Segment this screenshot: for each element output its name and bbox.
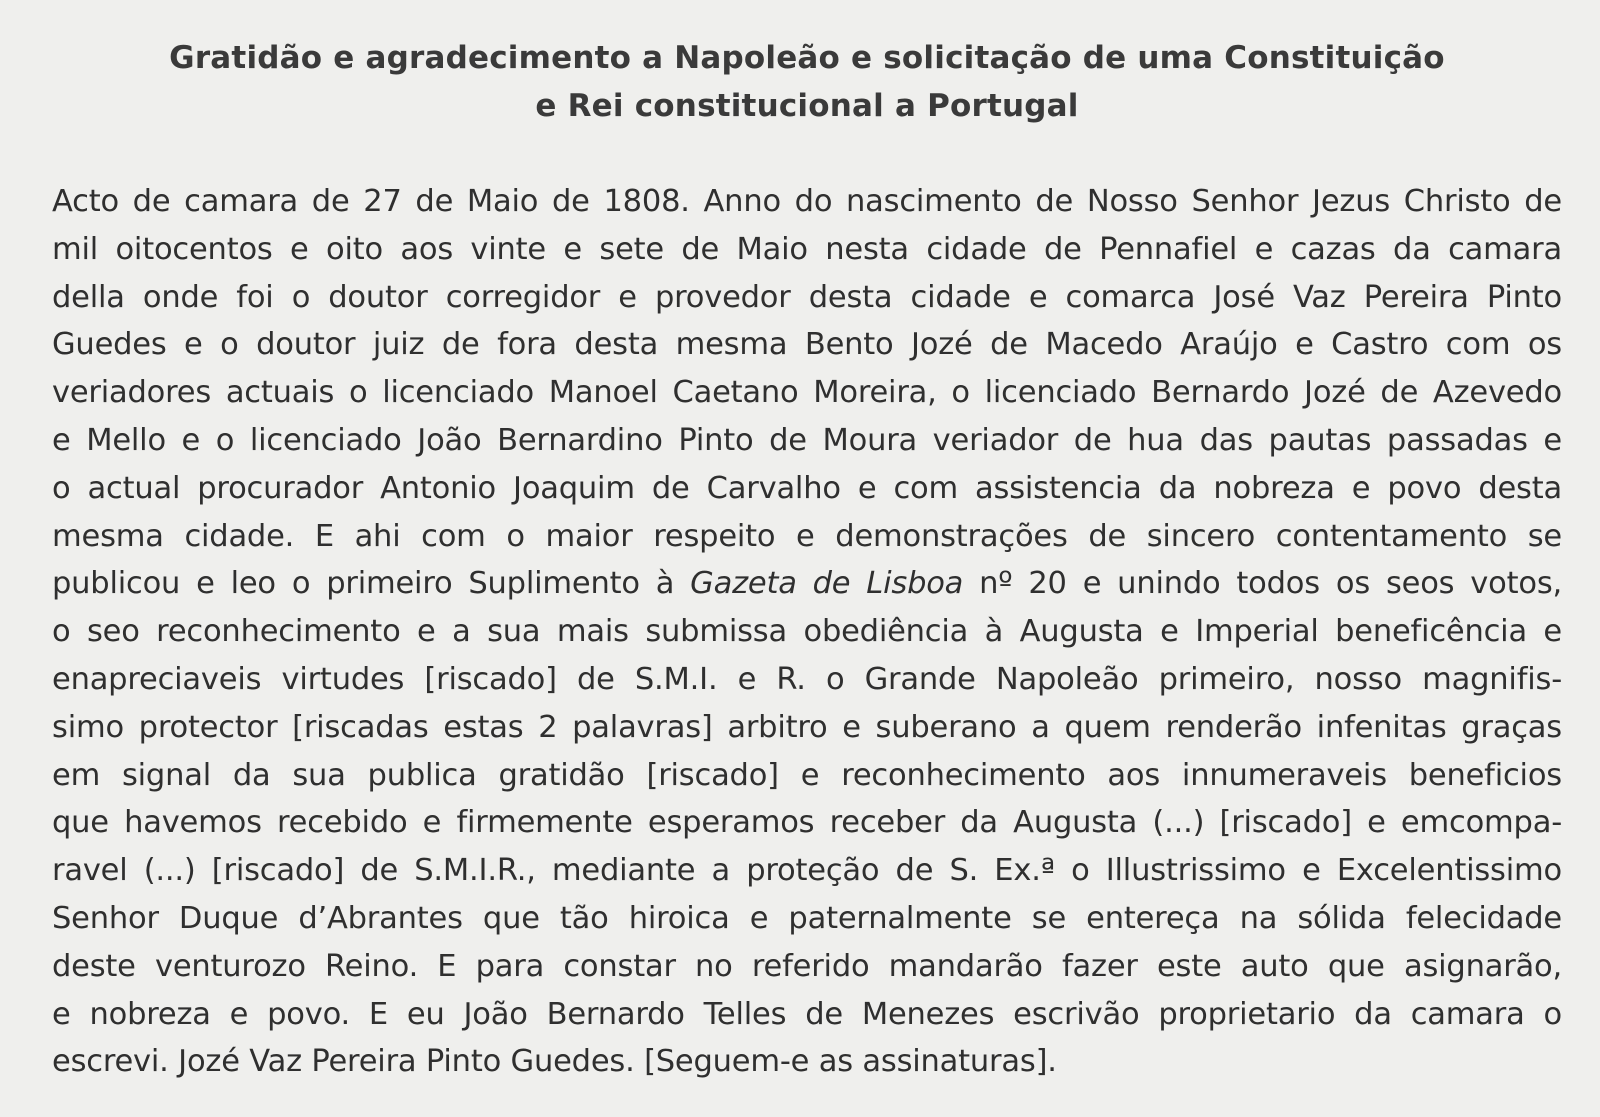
body-line: o actual procurador Antonio Joaquim de Carvalho e com assistencia da nobreza e povo desta (52, 470, 1562, 506)
document-title (52, 34, 1562, 130)
body-line-last: escrevi. Jozé Vaz Pereira Pinto Guedes. [Seguem-e as assinaturas]. (52, 1044, 1057, 1080)
body-line: simo protector [riscadas estas 2 palavras] arbitro e suberano a quem renderão infenitas graças (52, 709, 1562, 745)
gazette-title: Gazeta de Lisboa (690, 566, 964, 602)
body-line: mil oitocentos e oito aos vinte e sete de Maio nesta cidade de Pennafiel e cazas da camara (52, 231, 1562, 267)
body-line: o seo reconhecimento e a sua mais submissa obediência à Augusta e Imperial beneficência e (52, 614, 1562, 650)
body-line: Acto de camara de 27 de Maio de 1808. Anno do nascimento de Nosso Senhor Jezus Christo de (52, 184, 1562, 219)
body-line: enapreciaveis virtudes [riscado] de S.M.I. e R. o Grande Napoleão primeiro, nosso magnifis- (52, 661, 1562, 697)
body-line: mesma cidade. E ahi com o maior respeito e demonstrações de sincero contentamento se (52, 518, 1562, 554)
body-line: e Mello e o licenciado João Bernardino Pinto de Moura veriador de hua das pautas passadas e (52, 422, 1562, 458)
body-line-text-before: publicou e leo o primeiro Suplimento à (52, 566, 691, 602)
body-line: Senhor Duque d’Abrantes que tão hiroica e paternalmente se entereça na sólida felecidade (52, 900, 1562, 936)
body-line: veriadores actuais o licenciado Manoel Caetano Moreira, o licenciado Bernardo Jozé de Azevedo (52, 375, 1562, 411)
body-line: deste venturozo Reino. E para constar no referido mandarão fazer este auto que asignarão, (52, 948, 1562, 984)
document-body (52, 178, 1562, 1086)
body-line: e nobreza e povo. E eu João Bernardo Telles de Menezes escrivão proprietario da camara o (52, 996, 1562, 1032)
body-line: della onde foi o doutor corregidor e provedor desta cidade e comarca José Vaz Pereira Pinto (52, 279, 1562, 315)
body-line: ravel (...) [riscado] de S.M.I.R., mediante a proteção de S. Ex.ª o Illustrissimo e Excelentissimo (52, 853, 1562, 889)
body-line: em signal da sua publica gratidão [riscado] e reconhecimento aos innumeraveis beneficios (52, 757, 1562, 793)
body-line: que havemos recebido e firmemente esperamos receber da Augusta (...) [riscado] e emcompa- (52, 805, 1562, 841)
body-line-with-citation (52, 560, 1562, 608)
body-line: Guedes e o doutor juiz de fora desta mesma Bento Jozé de Macedo Araújo e Castro com os (52, 327, 1562, 363)
title-line-2: e Rei constitucional a Portugal (535, 88, 1079, 124)
title-line-1: Gratidão e agradecimento a Napoleão e solicitação de uma Constituição (169, 40, 1445, 76)
body-line-text-after: nº 20 e unindo todos os seos votos, (963, 566, 1562, 602)
